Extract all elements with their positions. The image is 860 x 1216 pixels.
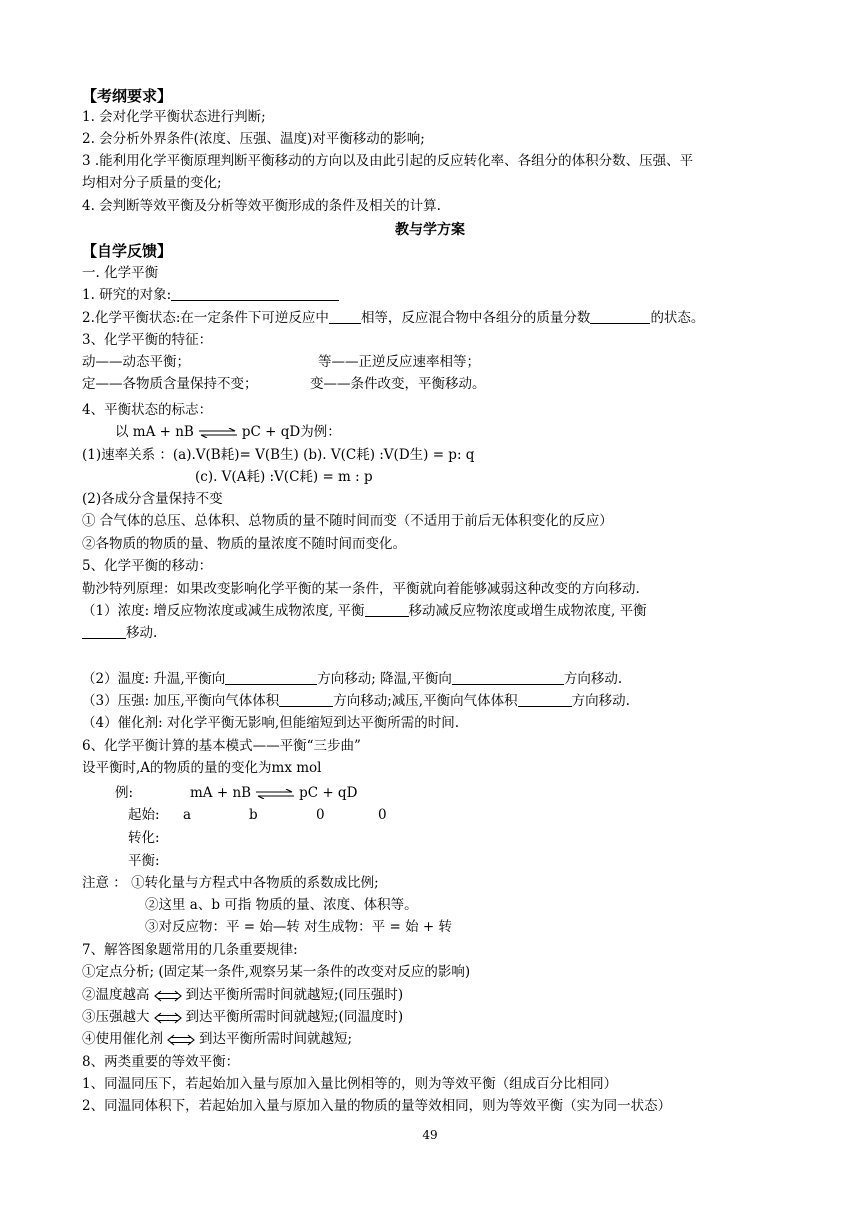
content-item-2: ②各物质的物质的量、物质的量浓度不随时间而变化。 (82, 536, 406, 552)
example-reactants: mA + nB (190, 785, 252, 801)
requirement-3-cont: 均相对分子质量的变化; (82, 175, 222, 191)
initial-a: a (183, 807, 192, 823)
row-initial-label: 起始: (128, 807, 160, 823)
example-products: pC + qD (299, 785, 358, 801)
blank-pressure-2[interactable] (518, 692, 572, 707)
blank-pressure-1[interactable] (279, 692, 333, 707)
graph-rule-2-text-1: ②温度越高 (82, 987, 150, 1003)
double-arrow-icon (154, 1012, 182, 1024)
example-label: 例: (115, 785, 134, 801)
graph-rule-3-text-2: 到达平衡所需时间就越短;(同温度时) (185, 1009, 404, 1025)
subsection-equilibrium: 一. 化学平衡 (82, 265, 159, 281)
equilibrium-state-line (82, 309, 704, 327)
temperature-line (82, 670, 622, 688)
reaction-line (115, 423, 341, 441)
graph-rules-heading: 7、解答图象题常用的几条重要规律: (82, 942, 298, 958)
blank-mass-fraction[interactable] (590, 309, 650, 324)
requirement-4: 4. 会判断等效平衡及分析等效平衡形成的条件及相关的计算. (82, 198, 441, 214)
equilibrium-arrow-icon (255, 789, 295, 799)
equivalent-rule-2: 2、同温同体积下，若起始加入量与原加入量的物质的量等效相同，则为等效平衡（实为同一状态） (82, 1098, 672, 1114)
content-item-1: ① 合气体的总压、总体积、总物质的量不随时间而变（不适用于前后无体积变化的反应） (82, 513, 613, 529)
requirement-1: 1. 会对化学平衡状态进行判断; (82, 109, 266, 125)
pressure-text-1: （3）压强: 加压,平衡向气体体积 (82, 693, 280, 709)
catalyst-line: （4）催化剂: 对化学平衡无影响,但能缩短到达平衡所需的时间. (82, 715, 460, 731)
blank-concentration-1[interactable] (365, 602, 409, 617)
initial-b: b (249, 807, 258, 823)
graph-rule-3-text-1: ③压强越大 (82, 1009, 150, 1025)
requirement-3: 3 .能利用化学平衡原理判断平衡移动的方向以及由此引起的反应转化率、各组分的体积分数、压强、平 (82, 153, 694, 169)
note-2: ②这里 a、b 可指 物质的量、浓度、体积等。 (145, 897, 418, 913)
concentration-line-cont (82, 624, 157, 642)
blank-research-object[interactable] (171, 286, 339, 301)
section-heading-zixue: 【自学反馈】 (82, 242, 173, 260)
features-heading: 3、化学平衡的特征： (82, 332, 213, 348)
initial-c: 0 (316, 807, 325, 823)
pressure-text-3: 方向移动. (571, 693, 630, 709)
concentration-line (82, 602, 647, 620)
graph-rule-1: ①定点分析; (固定某一条件,观察另某一条件的改变对反应的影响) (82, 964, 471, 980)
le-chatelier-principle: 勒沙特列原理：如果改变影响化学平衡的某一条件，平衡就向着能够减弱这种改变的方向移动. (82, 581, 640, 597)
feature-dynamic: 动——动态平衡； (82, 354, 190, 370)
double-arrow-icon (154, 990, 182, 1002)
graph-rule-2-text-2: 到达平衡所需时间就越短;(同压强时) (185, 987, 404, 1003)
concentration-text-1: （1）浓度: 增反应物浓度或减生成物浓度, 平衡 (82, 603, 365, 619)
equilibrium-state-text-2: 相等，反应混合物中各组分的质量分数 (360, 310, 591, 326)
reaction-reactants: 以 mA + nB (115, 424, 194, 440)
row-equilibrium-label: 平衡: (128, 853, 160, 869)
blank-temperature-2[interactable] (452, 670, 564, 685)
reaction-products: pC + qD为例： (241, 424, 341, 440)
pressure-line (82, 692, 630, 710)
concentration-text-3: 移动. (126, 625, 158, 641)
feature-equal: 等——正逆反应速率相等； (318, 354, 480, 370)
plan-title: 教与学方案 (395, 222, 465, 238)
equilibrium-state-text-3: 的状态。 (650, 310, 705, 326)
note-3: ③对反应物：平 = 始—转 对生成物：平 = 始 + 转 (145, 919, 452, 935)
page-number: 49 (422, 1128, 438, 1142)
research-object-line (82, 286, 339, 304)
research-object-label: 1. 研究的对象: (82, 287, 172, 303)
rate-relation-1: (1)速率关系 ：(a).V(B耗)= V(B生) (b). V(C耗) :V(D生) = p: q (82, 447, 475, 463)
equivalent-heading: 8、两类重要的等效平衡： (82, 1054, 240, 1070)
three-step-heading: 6、化学平衡计算的基本模式——平衡“三步曲” (82, 738, 361, 754)
requirement-2: 2. 会分析外界条件(浓度、压强、温度)对平衡移动的影响; (82, 131, 425, 147)
graph-rule-3 (82, 1008, 403, 1026)
equilibrium-state-text-1: 2.化学平衡状态:在一定条件下可逆反应中 (82, 310, 329, 326)
three-step-setup: 设平衡时,A的物质的量的变化为mx mol (82, 760, 322, 776)
equivalent-rule-1: 1、同温同压下，若起始加入量与原加入量比例相等的，则为等效平衡（组成百分比相同） (82, 1076, 618, 1092)
double-arrow-icon (167, 1034, 195, 1046)
blank-concentration-2[interactable] (82, 624, 126, 639)
pressure-text-2: 方向移动;减压,平衡向气体体积 (333, 693, 518, 709)
content-constant: (2)各成分含量保持不变 (82, 491, 223, 507)
graph-rule-4-text-1: ④使用催化剂 (82, 1031, 163, 1047)
blank-equal-quantity[interactable] (329, 309, 361, 324)
row-change-label: 转化: (128, 830, 160, 846)
initial-d: 0 (378, 807, 387, 823)
graph-rule-2 (82, 986, 403, 1004)
temperature-text-1: （2）温度: 升温,平衡向 (82, 671, 226, 687)
temperature-text-3: 方向移动. (563, 671, 623, 687)
blank-temperature-1[interactable] (225, 670, 317, 685)
example-equation (190, 784, 357, 802)
feature-change: 变——条件改变，平衡移动。 (310, 376, 486, 392)
feature-fixed: 定——各物质含量保持不变； (82, 376, 258, 392)
note-1: 注意 ： ①转化量与方程式中各物质的系数成比例; (82, 875, 379, 891)
shift-heading: 5、化学平衡的移动： (82, 558, 213, 574)
graph-rule-4-text-2: 到达平衡所需时间就越短; (199, 1031, 353, 1047)
equilibrium-arrow-icon (198, 428, 238, 438)
concentration-text-2: 移动减反应物浓度或增生成物浓度, 平衡 (408, 603, 647, 619)
graph-rule-4 (82, 1030, 352, 1048)
rate-relation-2: (c). V(A耗) :V(C耗) = m : p (195, 469, 373, 485)
signs-heading: 4、平衡状态的标志： (82, 402, 213, 418)
temperature-text-2: 方向移动; 降温,平衡向 (317, 671, 452, 687)
section-heading-kaogang: 【考纲要求】 (82, 87, 173, 105)
